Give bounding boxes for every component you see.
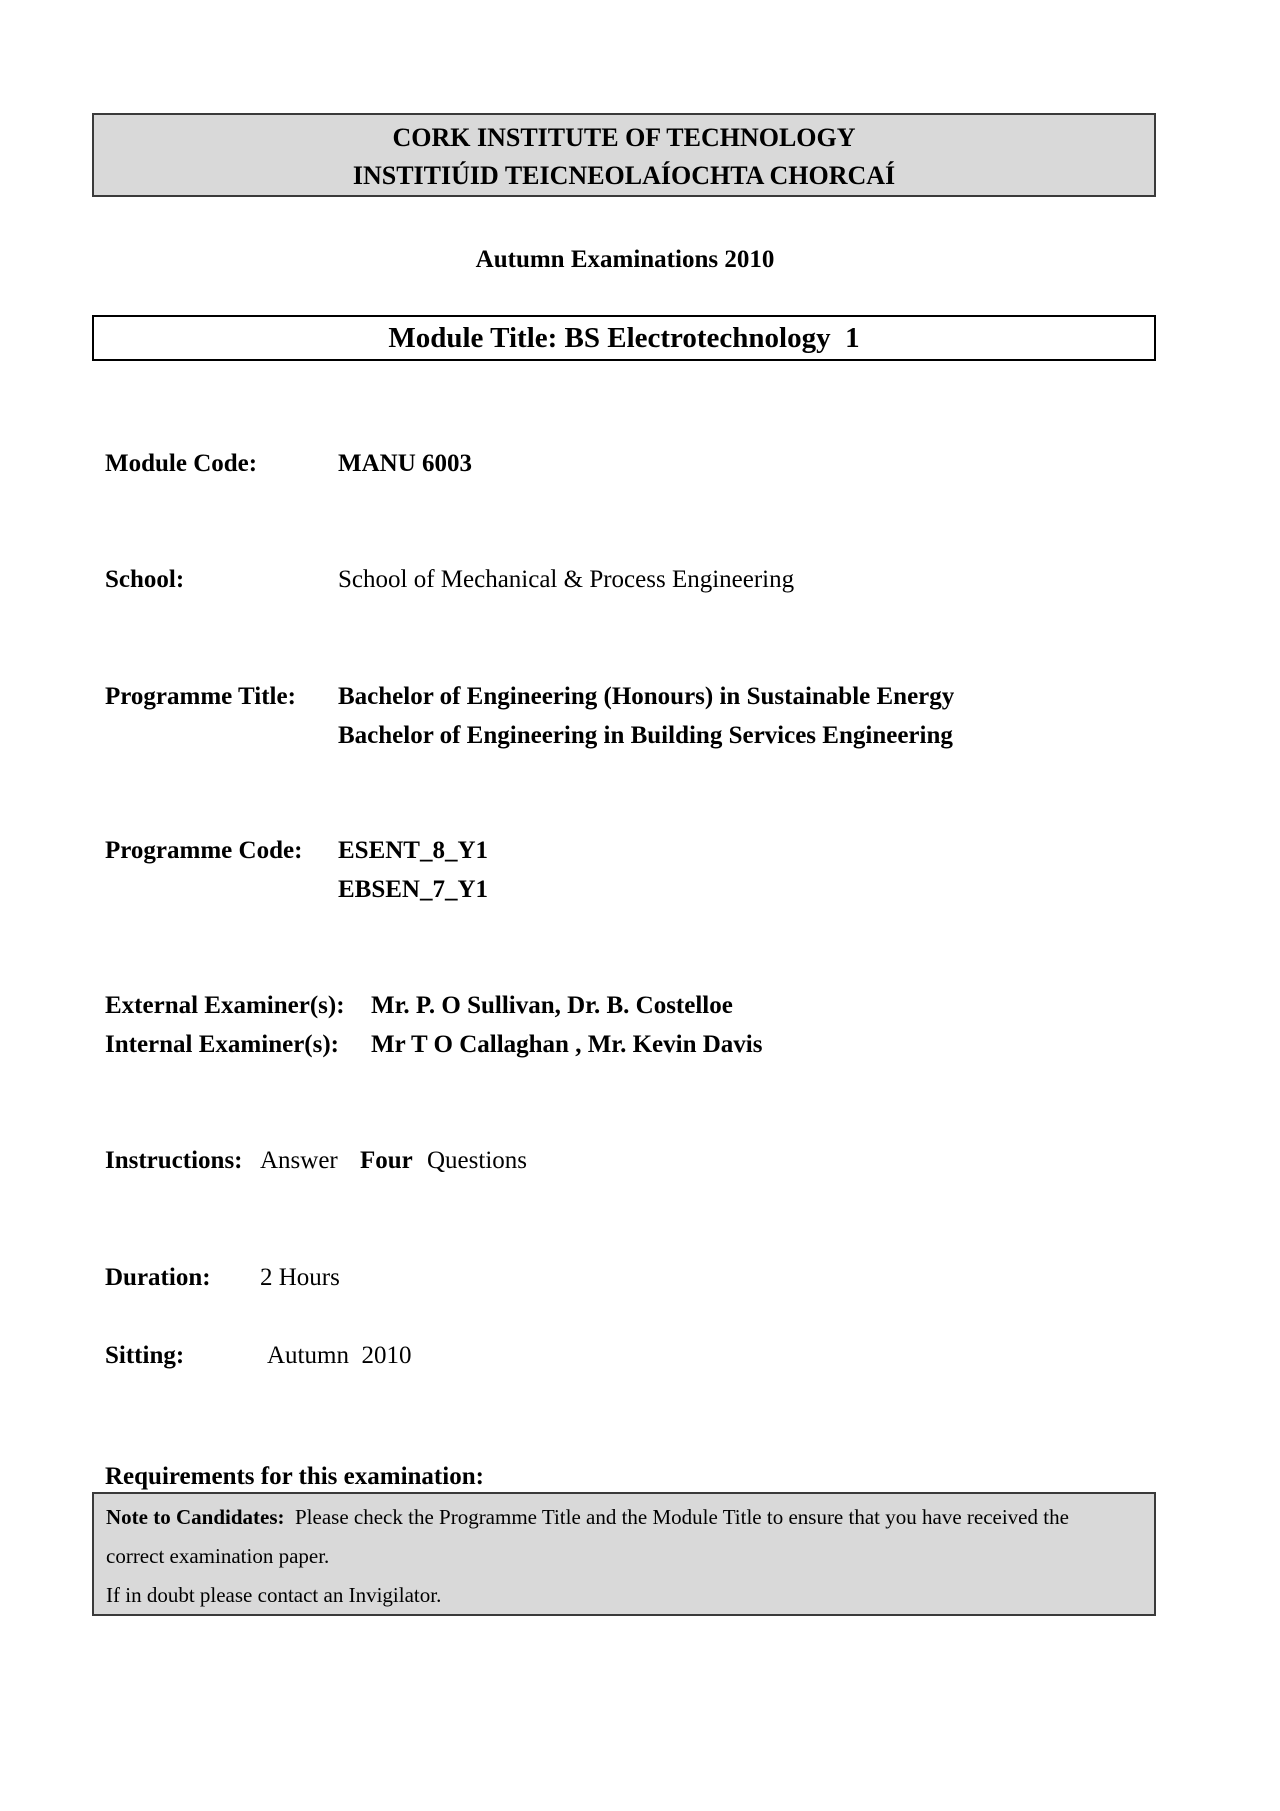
- sitting-label: Sitting:: [105, 1342, 185, 1369]
- programme-code-line-1: ESENT_8_Y1: [338, 837, 489, 864]
- note-text-line-3: If in doubt please contact an Invigilator.: [106, 1583, 442, 1607]
- institution-header: [92, 113, 1156, 197]
- institution-name-english: CORK INSTITUTE OF TECHNOLOGY: [392, 123, 856, 152]
- instructions-answer-text: Answer: [260, 1147, 338, 1174]
- note-text-line-2: correct examination paper.: [106, 1544, 330, 1568]
- programme-code-label: Programme Code:: [105, 837, 303, 864]
- instructions-label: Instructions:: [105, 1147, 243, 1174]
- module-title-label: Module Title:: [388, 322, 558, 354]
- requirements-heading: Requirements for this examination:: [105, 1463, 484, 1490]
- programme-title-line-2: Bachelor of Engineering in Building Services Engineering: [338, 722, 953, 749]
- sitting-value: Autumn 2010: [267, 1342, 412, 1369]
- module-code-value: MANU 6003: [338, 450, 473, 477]
- instructions-questions-text: Questions: [427, 1147, 527, 1174]
- module-code-label: Module Code:: [105, 450, 258, 477]
- duration-value: 2 Hours: [260, 1264, 340, 1291]
- external-examiners-label: External Examiner(s):: [105, 992, 345, 1019]
- exam-sitting-title: Autumn Examinations 2010: [475, 246, 775, 273]
- note-line-1: [106, 1498, 1142, 1537]
- instructions-question-count: Four: [360, 1147, 413, 1174]
- note-to-candidates-label: Note to Candidates:: [106, 1505, 285, 1529]
- duration-label: Duration:: [105, 1264, 211, 1291]
- note-to-candidates-box: [92, 1492, 1156, 1616]
- programme-title-line-1: Bachelor of Engineering (Honours) in Sustainable Energy: [338, 683, 955, 710]
- note-text-line-1: Please check the Programme Title and the Module Title to ensure that you have received the: [295, 1505, 1069, 1529]
- external-examiners-value: Mr. P. O Sullivan, Dr. B. Costelloe: [371, 992, 733, 1019]
- institution-name-irish: INSTITIÚID TEICNEOLAÍOCHTA CHORCAÍ: [352, 161, 896, 190]
- programme-title-label: Programme Title:: [105, 683, 296, 710]
- programme-code-line-2: EBSEN_7_Y1: [338, 876, 489, 903]
- school-value: School of Mechanical & Process Engineering: [338, 566, 795, 593]
- internal-examiners-label: Internal Examiner(s):: [105, 1031, 339, 1058]
- school-label: School:: [105, 566, 185, 593]
- module-title-value: BS Electrotechnology 1: [564, 322, 860, 354]
- internal-examiners-value: Mr T O Callaghan , Mr. Kevin Davis: [371, 1031, 763, 1058]
- module-title-box: [92, 315, 1156, 361]
